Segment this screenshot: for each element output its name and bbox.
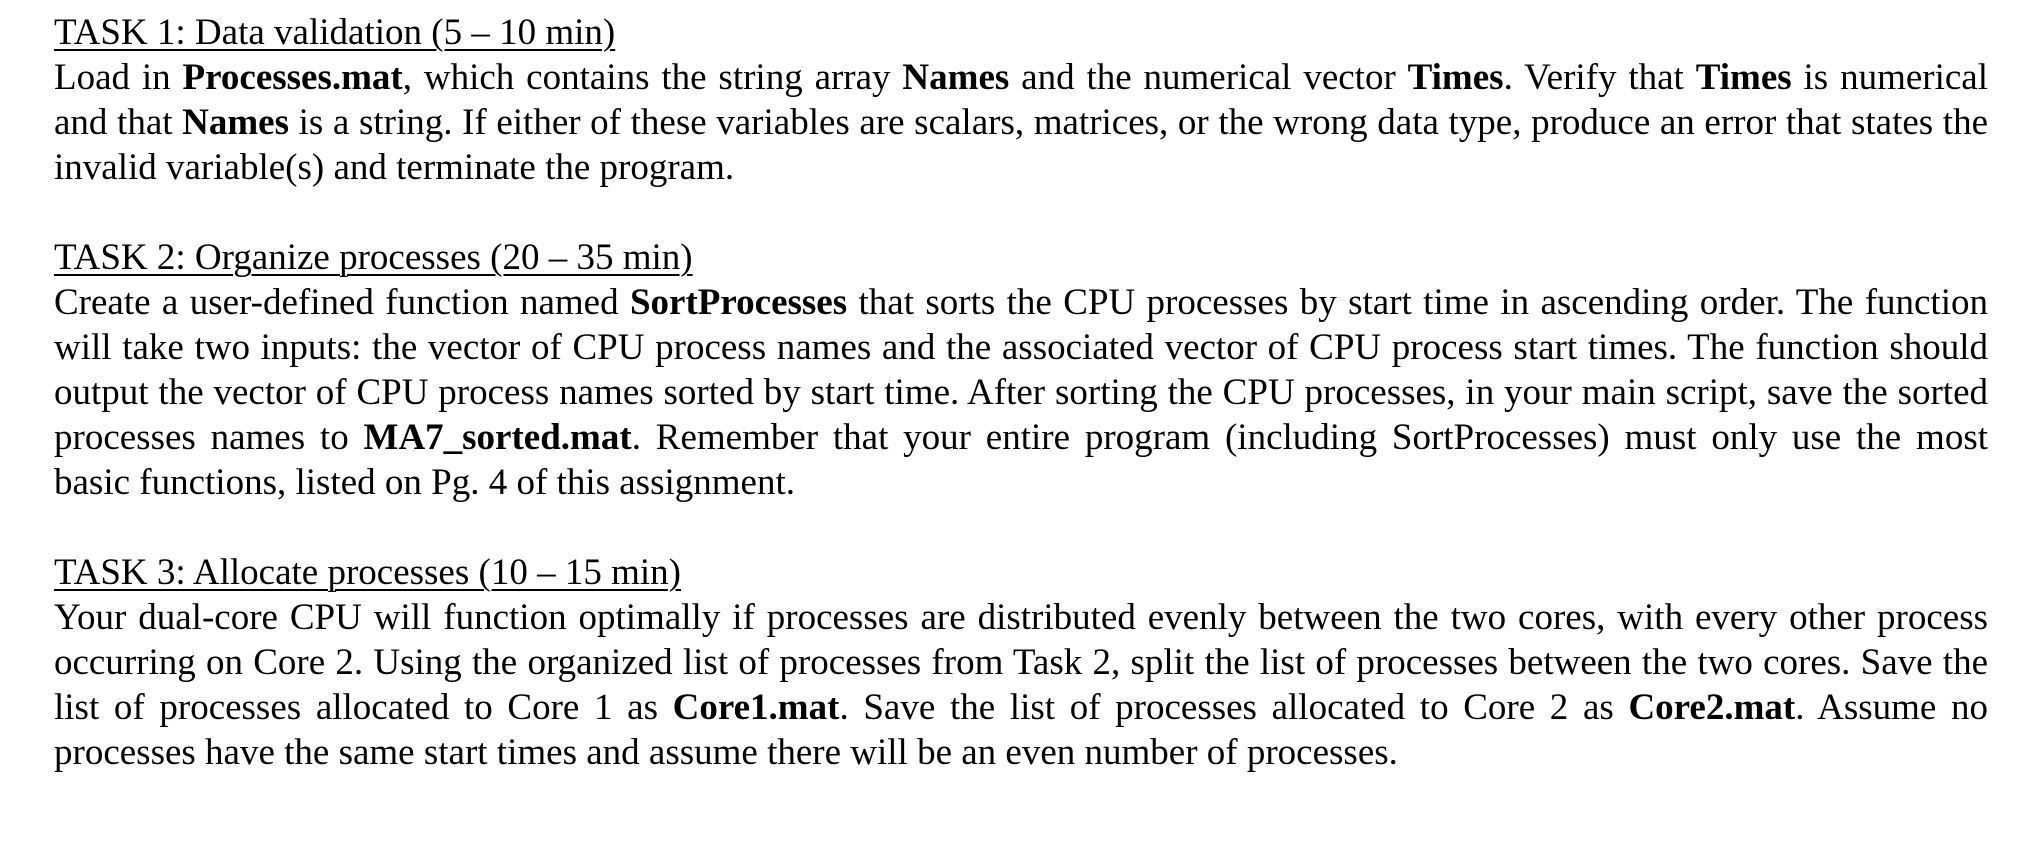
text-run: . Verify that bbox=[1503, 57, 1696, 98]
task-1-heading: TASK 1: Data validation (5 – 10 min) bbox=[54, 12, 616, 53]
text-run: . Save the list of processes allocated to Core 2 as bbox=[839, 687, 1629, 728]
bold-term: Names bbox=[182, 102, 290, 143]
text-run: Create a user-defined function named bbox=[54, 282, 630, 323]
bold-term: Core2.mat bbox=[1628, 687, 1796, 728]
task-3-heading: TASK 3: Allocate processes (10 – 15 min) bbox=[54, 552, 681, 593]
text-run: and the numerical vector bbox=[1009, 57, 1408, 98]
task-1-description bbox=[54, 55, 1988, 190]
bold-term: SortProcesses bbox=[629, 282, 848, 323]
assignment-document bbox=[54, 10, 1988, 775]
text-run: Your dual-core CPU will function optimally if processes are distributed evenly between the two cores, with every other process occurring on Core 2. Using the organized list of processes from Task 2, split the list of processes between the two cores. Save the list of processes allocated to Core 1 as bbox=[54, 597, 1988, 728]
bold-term: Times bbox=[1695, 57, 1792, 98]
task-3-section bbox=[54, 550, 1988, 775]
task-1-section bbox=[54, 10, 1988, 190]
task-2-section bbox=[54, 235, 1988, 505]
task-2-heading: TASK 2: Organize processes (20 – 35 min) bbox=[54, 237, 693, 278]
bold-term: MA7_sorted.mat bbox=[363, 417, 632, 458]
bold-term: Processes.mat bbox=[182, 57, 403, 98]
text-run: . Assume no processes have the same start times and assume there will be an even number of processes. bbox=[54, 687, 1988, 773]
text-run: is a string. If either of these variables are scalars, matrices, or the wrong data type, produce an error that states the invalid variable(s) and terminate the program. bbox=[54, 102, 1989, 188]
task-3-description bbox=[54, 595, 1988, 775]
bold-term: Names bbox=[902, 57, 1010, 98]
bold-term: Times bbox=[1407, 57, 1504, 98]
text-run: Load in bbox=[54, 57, 183, 98]
text-run: that sorts the CPU processes by start time in ascending order. The function will take two inputs: the vector of CPU process names and the associated vector of CPU process start times. The function should output the vector of CPU process names sorted by start time. After sorting the CPU processes, in your main script, save the sorted processes names to bbox=[54, 282, 1988, 458]
text-run: is numerical and that bbox=[54, 57, 1988, 143]
task-2-description bbox=[54, 280, 1988, 505]
text-run: , which contains the string array bbox=[402, 57, 903, 98]
text-run: . Remember that your entire program (including SortProcesses) must only use the most basic functions, listed on Pg. 4 of this assignment. bbox=[54, 417, 1988, 503]
bold-term: Core1.mat bbox=[672, 687, 840, 728]
